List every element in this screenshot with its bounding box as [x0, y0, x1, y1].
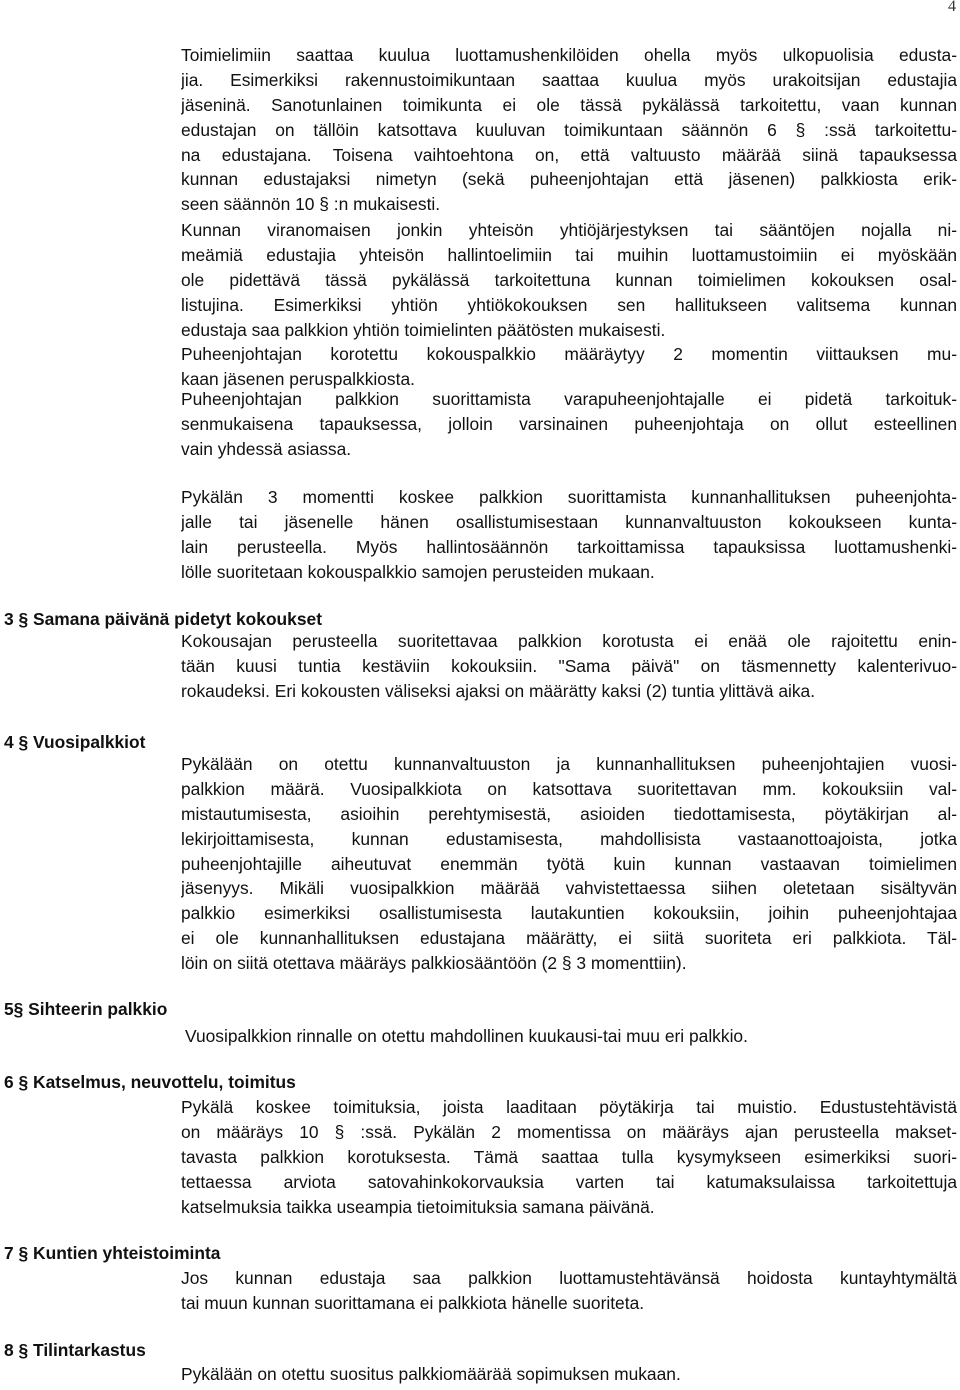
text-line: mistautumisesta, asioihin perehtymisestä, asioiden tiedottamisesta, pöytäkirjan al-: [181, 803, 957, 824]
text-line: palkkio esimerkiksi osallistumisesta lautakuntien kokouksiin, joihin puheenjohtajaa: [181, 903, 957, 924]
heading-section-4: 4 § Vuosipalkkiot: [4, 732, 146, 752]
text-line: na edustajana. Toisena vaihtoehtona on, että valtuusto määrää siinä tapauksessa: [181, 144, 957, 165]
text-line: Kokousajan perusteella suoritettavaa palkkion korotusta ei enää ole rajoitettu enin-: [181, 631, 957, 651]
text-line: Jos kunnan edustaja saa palkkion luottamustehtävänsä hoidosta kuntayhtymältä: [181, 1268, 957, 1288]
heading-section-7: 7 § Kuntien yhteistoiminta: [4, 1243, 221, 1263]
text-line: Pykälään on otettu kunnanvaltuuston ja kunnanhallituksen puheenjohtajien vuosi-: [181, 754, 957, 774]
p-section-3: [181, 629, 957, 704]
text-line: ei ole kunnanhallituksen edustajana määrätty, ei siitä suoriteta eri palkkiota. Täl-: [181, 928, 957, 949]
text-line: Kunnan viranomaisen jonkin yhteisön yhtiöjärjestyksen tai sääntöjen nojalla ni-: [181, 220, 957, 240]
text-line: Puheenjohtajan palkkion suorittamista varapuheenjohtajalle ei pidetä tarkoituk-: [181, 389, 957, 409]
text-line: on määräys 10 § :ssä. Pykälän 2 momentissa on määräys ajan perusteella makset-: [181, 1121, 957, 1142]
p-viranomainen: [181, 218, 957, 342]
text-line: jalle tai jäsenelle hänen osallistumisestaan kunnanvaltuuston kokoukseen kunta-: [181, 511, 957, 532]
p-section-5: [185, 1024, 960, 1049]
text-line: lölle suoritetaan kokouspalkkio samojen perusteiden mukaan.: [181, 561, 655, 582]
text-line: edustaja saa palkkion yhtiön toimielinten päätösten mukaisesti.: [181, 319, 666, 340]
text-line: löin on siitä otettava määräys palkkiosääntöön (2 § 3 momenttiin).: [181, 953, 687, 974]
text-line: tettaessa arviota satovahinkokorvauksia varten tai katumaksulaissa tarkoitettuja: [181, 1171, 957, 1192]
p-kolmas-momentti: [181, 485, 957, 585]
heading-section-3: 3 § Samana päivänä pidetyt kokoukset: [4, 609, 322, 629]
text-line: lekirjoittamisesta, kunnan edustamisesta, mahdollisista vastaanottoajoista, jotka: [181, 828, 957, 849]
text-line: listujina. Esimerkiksi yhtiön yhtiökokouksen sen hallitukseen valitsema kunnan: [181, 294, 957, 315]
page-number: 4: [948, 0, 956, 15]
p-section-7: [181, 1266, 957, 1316]
text-line: katselmuksia taikka useampia tietoimituksia samana päivänä.: [181, 1196, 655, 1217]
text-line: tai muun kunnan suorittamana ei palkkiota hänelle suoriteta.: [181, 1292, 645, 1313]
text-line: lain perusteella. Myös hallintosäännön tarkoittamissa tapauksissa luottamushenki-: [181, 536, 957, 557]
text-line: edustajan on tällöin katsottava kuuluvan toimikuntaan säännön 6 § :ssä tarkoitettu-: [181, 119, 957, 140]
text-line: tään kuusi tuntia kestäviin kokouksiin. "Sama päivä" on täsmennetty kalenterivuo-: [181, 655, 957, 676]
text-line: senmukaisena tapauksessa, jolloin varsinainen puheenjohtaja on ollut esteellinen: [181, 413, 957, 434]
p-section-8: [181, 1362, 957, 1387]
text-line: Vuosipalkkion rinnalle on otettu mahdollinen kuukausi-tai muu eri palkkio.: [185, 1026, 748, 1046]
heading-section-8: 8 § Tilintarkastus: [4, 1340, 146, 1360]
p-varapuheenjohtaja: [181, 387, 957, 462]
text-line: meämiä edustajia yhteisön hallintoelimiin tai muihin luottamustoimiin ei myöskään: [181, 244, 957, 265]
text-line: jäsenyys. Mikäli vuosipalkkion määrää vahvistettaessa siihen oletetaan sisältyvän: [181, 878, 957, 899]
text-line: puheenjohtajille aiheutuvat enemmän työtä kuin kunnan vastaavan toimielimen: [181, 853, 957, 874]
text-line: Pykälän 3 momentti koskee palkkion suorittamista kunnanhallituksen puheenjohta-: [181, 487, 957, 507]
text-line: vain yhdessä asiassa.: [181, 438, 352, 459]
text-line: tavasta palkkion korotuksesta. Tämä saattaa tulla kysymykseen esimerkiksi suori-: [181, 1146, 957, 1167]
p-section-4: [181, 752, 957, 976]
text-line: Pykälä koskee toimituksia, joista laaditaan pöytäkirja tai muistio. Edustustehtävistä: [181, 1097, 957, 1117]
text-line: kaan jäsenen peruspalkkiosta.: [181, 368, 415, 389]
p-toimielimet: [181, 43, 957, 217]
text-line: Pykälään on otettu suositus palkkiomäärää sopimuksen mukaan.: [181, 1364, 681, 1384]
p-section-6: [181, 1095, 957, 1219]
text-line: rokaudeksi. Eri kokousten väliseksi ajaksi on määrätty kaksi (2) tuntia ylittävä aika.: [181, 680, 816, 701]
heading-section-5: 5§ Sihteerin palkkio: [4, 999, 168, 1019]
text-line: jia. Esimerkiksi rakennustoimikuntaan saattaa kuulua myös urakoitsijan edustajia: [181, 69, 957, 90]
text-line: palkkion määrä. Vuosipalkkiota on katsottava suoritettavan mm. kokouksiin val-: [181, 778, 957, 799]
text-line: ole pidettävä tässä pykälässä tarkoitettuna kunnan toimielimen kokouksen osal-: [181, 269, 957, 290]
heading-section-6: 6 § Katselmus, neuvottelu, toimitus: [4, 1072, 296, 1092]
text-line: Toimielimiin saattaa kuulua luottamushenkilöiden ohella myös ulkopuolisia edusta-: [181, 45, 957, 65]
text-line: kunnan edustajaksi nimetyn (sekä puheenjohtajan että jäsenen) palkkiosta erik-: [181, 169, 957, 190]
p-korotettu: [181, 342, 957, 392]
text-line: Puheenjohtajan korotettu kokouspalkkio määräytyy 2 momentin viittauksen mu-: [181, 344, 957, 364]
text-line: jäseninä. Sanotunlainen toimikunta ei ole tässä pykälässä tarkoitettu, vaan kunnan: [181, 94, 957, 115]
text-line: seen säännön 10 § :n mukaisesti.: [181, 194, 441, 215]
